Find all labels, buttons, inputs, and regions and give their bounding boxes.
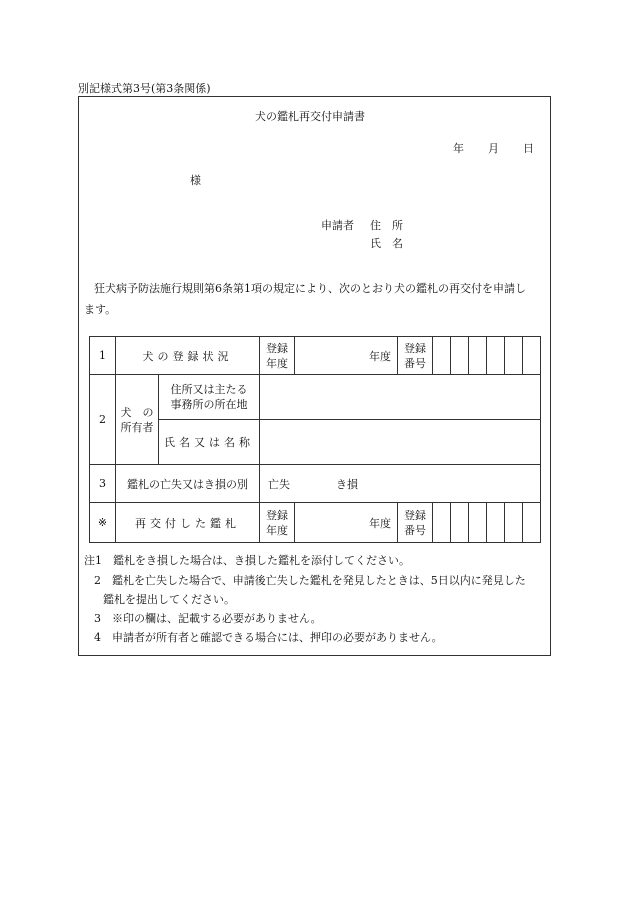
- lost-option[interactable]: 亡失: [268, 477, 290, 491]
- owner-name-label: 氏名又は名称: [159, 420, 260, 465]
- owner-label-line2: 所有者: [120, 420, 154, 434]
- row-number: 2: [90, 375, 116, 465]
- note-2-line1: 2 鑑札を亡失した場合で、申請後亡失した鑑札を発見したときは、5日以内に発見した: [94, 574, 526, 587]
- note-3: 3 ※印の欄は、記載する必要がありません。: [94, 612, 322, 625]
- reissued-number-cell[interactable]: [487, 503, 505, 543]
- date-month-label: 月: [488, 142, 499, 155]
- applicant-label: 申請者: [321, 219, 354, 232]
- reissued-number-label: [398, 503, 433, 543]
- note-2-line2: 鑑札を提出してください。: [103, 593, 235, 606]
- registration-number-cell[interactable]: [523, 337, 541, 375]
- registration-year-label-line2: 年度: [266, 356, 288, 370]
- owner-address-label-line1: 住所又は主たる: [170, 383, 248, 396]
- table-row-lost-or-damaged: [90, 465, 541, 503]
- applicant-address-label: 住 所: [370, 219, 403, 232]
- addressee-suffix: 様: [190, 174, 201, 187]
- registration-number-cell[interactable]: [487, 337, 505, 375]
- note-4: 4 申請者が所有者と確認できる場合には、押印の必要がありません。: [94, 631, 443, 644]
- registration-number-label-line2: 番号: [404, 356, 426, 370]
- row-number: 3: [90, 465, 116, 503]
- reissued-number-cell[interactable]: [505, 503, 523, 543]
- lost-or-damaged-label: 鑑札の亡失又はき損の別: [116, 465, 260, 503]
- registration-status-label: 犬の登録状況: [116, 337, 260, 375]
- form-title: 犬の鑑札再交付申請書: [255, 110, 365, 123]
- reissued-year-label-line2: 年度: [266, 523, 288, 537]
- owner-name-field[interactable]: [260, 420, 541, 465]
- owner-address-field[interactable]: [260, 375, 541, 420]
- registration-year-label-line1: 登録: [266, 341, 288, 355]
- row-number: 1: [90, 337, 116, 375]
- reissued-year-label: [260, 503, 295, 543]
- reissued-number-cell[interactable]: [469, 503, 487, 543]
- application-table: [89, 336, 541, 543]
- body-text-line1: 狂犬病予防法施行規則第6条第1項の規定により、次のとおり犬の鑑札の再交付を申請し: [94, 282, 526, 295]
- year-unit: 年度: [369, 516, 391, 530]
- reissued-tag-label: 再交付した鑑札: [116, 503, 260, 543]
- reissued-year-field[interactable]: [295, 503, 398, 543]
- reissued-number-cell[interactable]: [523, 503, 541, 543]
- reissued-year-label-line1: 登録: [266, 508, 288, 522]
- registration-number-label: [398, 337, 433, 375]
- table-row-owner-address: [90, 375, 541, 420]
- registration-year-label: [260, 337, 295, 375]
- owner-address-label: [159, 375, 260, 420]
- owner-label: [116, 375, 159, 465]
- year-unit: 年度: [369, 349, 391, 363]
- registration-number-cell[interactable]: [469, 337, 487, 375]
- body-text-line2: ます。: [84, 303, 117, 316]
- table-row-reissued-tag: [90, 503, 541, 543]
- registration-year-field[interactable]: [295, 337, 398, 375]
- row-number: ※: [90, 503, 116, 543]
- reissued-number-label-line1: 登録: [404, 508, 426, 522]
- damaged-option[interactable]: き損: [336, 477, 358, 491]
- reissued-number-cell[interactable]: [451, 503, 469, 543]
- reissued-number-cell[interactable]: [433, 503, 451, 543]
- owner-label-line1: 犬 の: [120, 405, 154, 419]
- note-1: 注1 鑑札をき損した場合は、き損した鑑札を添付してください。: [84, 554, 410, 567]
- date-day-label: 日: [523, 142, 534, 155]
- date-year-label: 年: [453, 142, 464, 155]
- lost-or-damaged-choice[interactable]: [260, 465, 541, 503]
- form-number-label: 別記様式第3号(第3条関係): [78, 82, 211, 95]
- owner-address-label-line2: 事務所の所在地: [170, 398, 248, 411]
- applicant-name-label: 氏 名: [370, 237, 403, 250]
- registration-number-cell[interactable]: [505, 337, 523, 375]
- reissued-number-label-line2: 番号: [404, 523, 426, 537]
- registration-number-cell[interactable]: [433, 337, 451, 375]
- registration-number-label-line1: 登録: [404, 341, 426, 355]
- registration-number-cell[interactable]: [451, 337, 469, 375]
- table-row-registration-status: [90, 337, 541, 375]
